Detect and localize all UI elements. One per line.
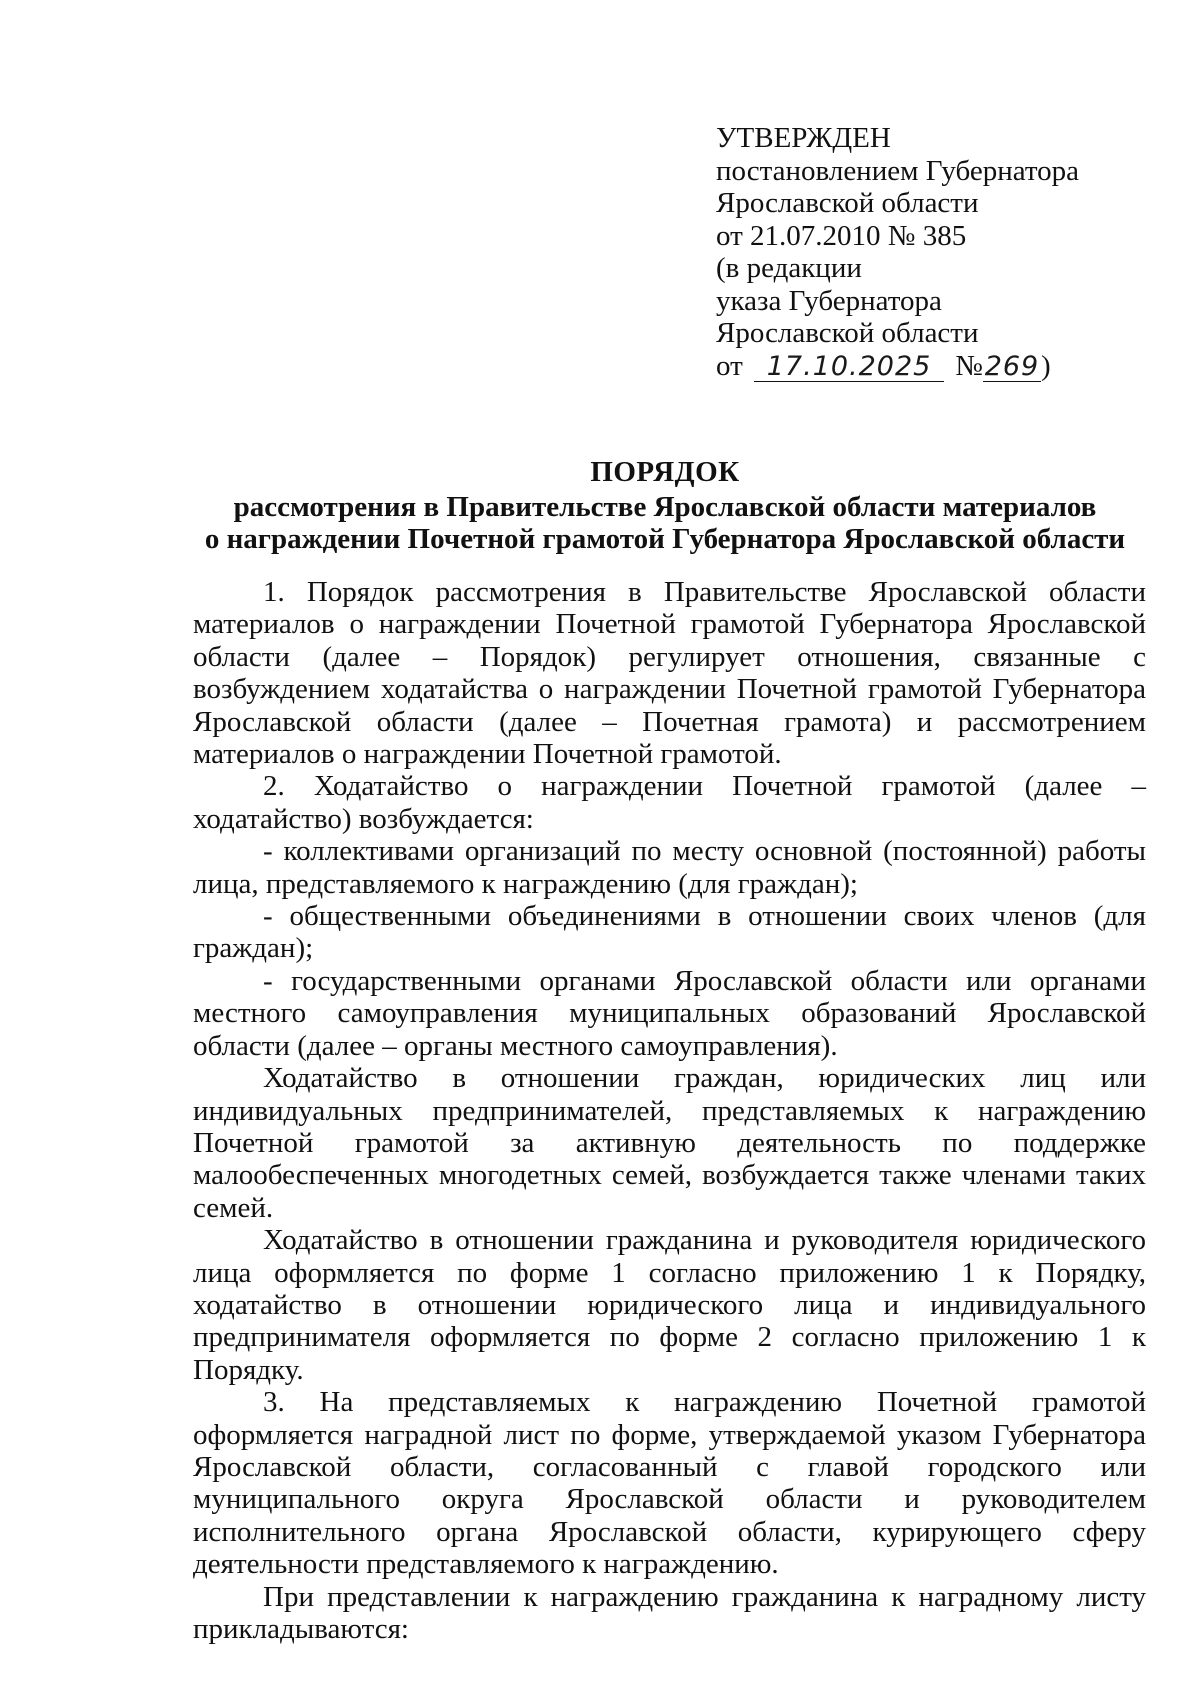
approval-line: (в редакции [716, 252, 862, 284]
paragraph: 1. Порядок рассмотрения в Правительстве Ярославской области материалов о награждении Почетной грамотой Губернатора Ярославской области (далее – Порядок) регулирует отношения, связанные с возбуждением ходатайства о награждении Почетной грамотой Губернатора Ярославской области (далее – Почетная грамота) и рассмотрением материалов о награждении Почетной грамотой. [193, 576, 1146, 771]
closing-paren: ) [1040, 349, 1051, 382]
paragraph: Ходатайство в отношении граждан, юридических лиц или индивидуальных предпринимателей, представляемых к награждению Почетной грамотой за активную деятельность по поддержке малообеспеченных многодетных семей, возбуждается также членами таких семей. [193, 1062, 1146, 1224]
handwritten-number: 269 [984, 350, 1040, 382]
paragraph: 2. Ходатайство о награждении Почетной грамотой (далее – ходатайство) возбуждается: [193, 770, 1146, 835]
approval-heading: УТВЕРЖДЕН [716, 122, 891, 154]
list-item: - общественными объединениями в отношении своих членов (для граждан); [193, 900, 1146, 965]
list-item: - коллективами организаций по месту основной (постоянной) работы лица, представляемого к награждению (для граждан); [193, 835, 1146, 900]
document-title-block [190, 456, 1140, 556]
document-heading: ПОРЯДОК [590, 456, 740, 488]
list-item: - государственными органами Ярославской области или органами местного самоуправления муниципальных образований Ярославской области (далее – органы местного самоуправления). [193, 964, 1146, 1062]
handwritten-date: 17.10.2025 [754, 353, 944, 382]
paragraph: 3. На представляемых к награждению Почетной грамотой оформляется наградной лист по форме, утверждаемой указом Губернатора Ярославской области, согласованный с главой городского или муниципального округа Ярославской области и руководителем исполнительного органа Ярославской области, курирующего сферу деятельности представляемого к награждению. [193, 1386, 1146, 1581]
paragraph: При представлении к награждению гражданина к наградному листу прикладываются: [193, 1580, 1146, 1645]
approval-date-line [716, 350, 1079, 383]
approval-stamp-block [716, 122, 1079, 382]
document-body [193, 576, 1146, 1645]
approval-line: Ярославской области [716, 317, 979, 349]
document-subtitle: о награждении Почетной грамотой Губернатора Ярославской области [204, 523, 1126, 555]
approval-line: от 21.07.2010 № 385 [716, 219, 967, 252]
approval-line: Ярославской области [716, 187, 979, 219]
document-subtitle: рассмотрения в Правительстве Ярославской области материалов [233, 490, 1097, 523]
date-prefix: от [716, 349, 743, 382]
paragraph: Ходатайство в отношении гражданина и руководителя юридического лица оформляется по форме 1 согласно приложению 1 к Порядку, ходатайство в отношении юридического лица и индивидуального предпринимателя оформляется по форме 2 согласно приложению 1 к Порядку. [193, 1224, 1146, 1386]
approval-line: постановлением Губернатора [716, 154, 1080, 187]
approval-line: указа Губернатора [716, 284, 942, 317]
number-prefix: № [955, 349, 983, 382]
